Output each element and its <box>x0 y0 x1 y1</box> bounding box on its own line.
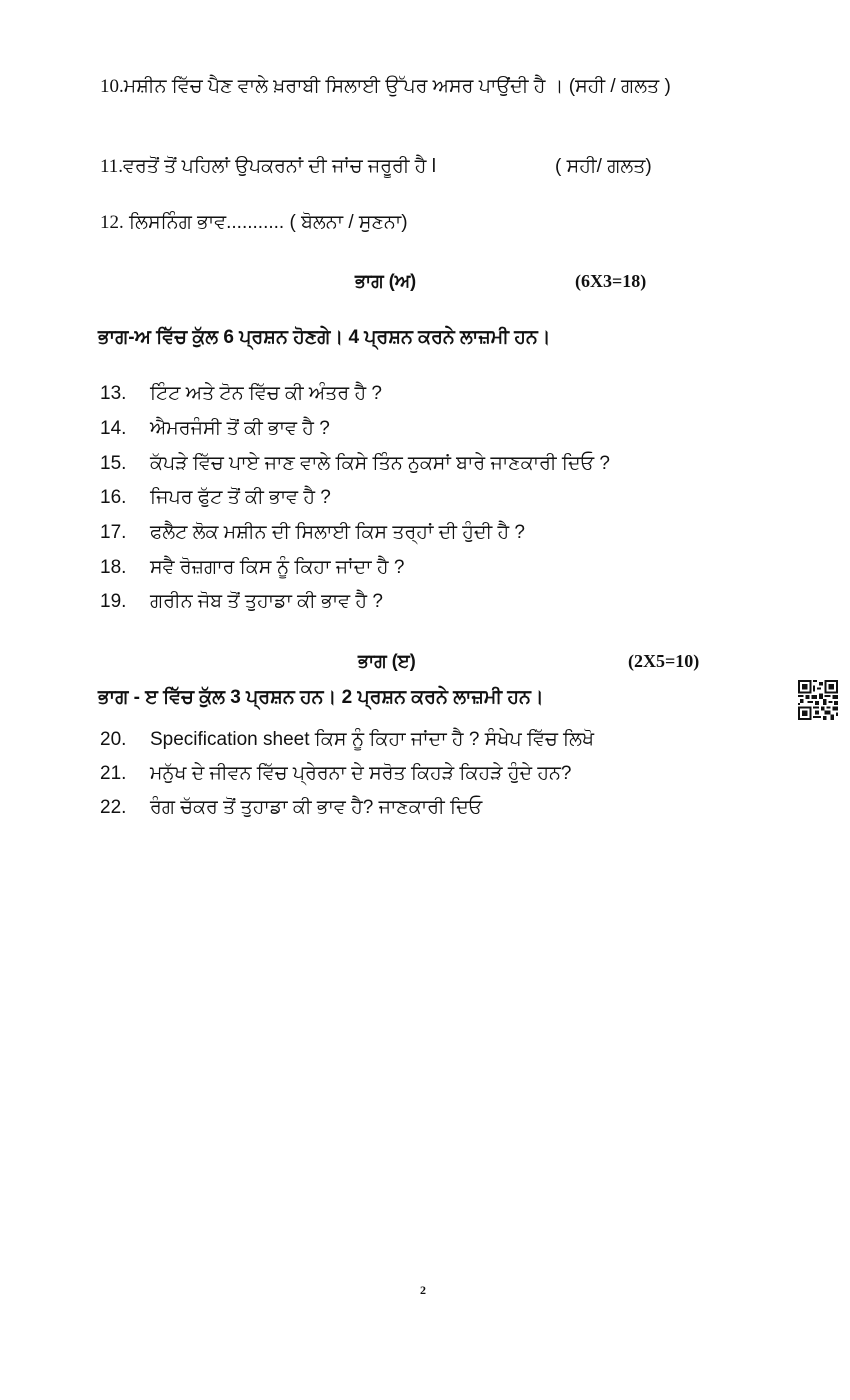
question-number: 10. <box>100 76 124 97</box>
question-14 <box>100 416 330 442</box>
question-text: ਟਿੰਟ ਅਤੇ ਟੋਨ ਵਿੱਚ ਕੀ ਅੰਤਰ ਹੈ ? <box>150 383 382 404</box>
qr-code-icon <box>798 680 838 720</box>
question-13 <box>100 381 382 407</box>
question-11 <box>100 155 436 179</box>
question-text: ਮਸ਼ੀਨ ਵਿੱਚ ਪੈਣ ਵਾਲੇ ਖ਼ਰਾਬੀ ਸਿਲਾਈ ਉੱਪਰ ਅਸਰ ਪਾਉਂਦੀ ਹੈ । (ਸਹੀ / ਗਲਤ ) <box>123 76 671 97</box>
question-16 <box>100 485 331 511</box>
page-number: 2 <box>420 1283 426 1297</box>
question-text: ਰੰਗ ਚੱਕਰ ਤੋਂ ਤੁਹਾਡਾ ਕੀ ਭਾਵ ਹੈ? ਜਾਣਕਾਰੀ ਦਿਓ <box>150 797 483 818</box>
question-21 <box>100 761 571 787</box>
question-text: ਲਿਸਨਿੰਗ ਭਾਵ........... ( ਬੋਲਨਾ / ਸੁਣਨਾ) <box>123 212 408 233</box>
question-number: 13. <box>100 383 127 404</box>
question-22 <box>100 795 482 821</box>
section-e-instruction: ਭਾਗ - ੲ ਵਿੱਚ ਕੁੱਲ 3 ਪ੍ਰਸ਼ਨ ਹਨ। 2 ਪ੍ਰਸ਼ਨ ਕਰਨੇ ਲਾਜ਼ਮੀ ਹਨ। <box>98 687 544 708</box>
question-10 <box>100 75 671 99</box>
question-17 <box>100 520 525 546</box>
question-text: ਗਰੀਨ ਜੋਬ ਤੋਂ ਤੁਹਾਡਾ ਕੀ ਭਾਵ ਹੈ ? <box>150 591 383 612</box>
section-a-instruction: ਭਾਗ-ਅ ਵਿੱਚ ਕੁੱਲ 6 ਪ੍ਰਸ਼ਨ ਹੋਣਗੇ। 4 ਪ੍ਰਸ਼ਨ ਕਰਨੇ ਲਾਜ਼ਮੀ ਹਨ। <box>98 327 551 348</box>
section-e-marks: (2X5=10) <box>628 651 700 671</box>
question-text: ਮਨੁੱਖ ਦੇ ਜੀਵਨ ਵਿੱਚ ਪ੍ਰੇਰਨਾ ਦੇ ਸਰੋਤ ਕਿਹੜੇ ਕਿਹੜੇ ਹੁੰਦੇ ਹਨ? <box>150 763 572 784</box>
question-number: 20. <box>100 729 127 750</box>
question-number: 17. <box>100 522 127 543</box>
question-number: 21. <box>100 763 127 784</box>
question-text: ਵਰਤੋਂ ਤੋਂ ਪਹਿਲਾਂ ਉਪਕਰਨਾਂ ਦੀ ਜਾਂਚ ਜਰੂਰੀ ਹੈ l <box>123 156 436 177</box>
question-number: 11. <box>100 156 124 177</box>
question-number: 16. <box>100 487 127 508</box>
question-number: 15. <box>100 453 127 474</box>
question-text: ਫਲੈਟ ਲੋਕ ਮਸ਼ੀਨ ਦੀ ਸਿਲਾਈ ਕਿਸ ਤਰ੍ਹਾਂ ਦੀ ਹੁੰਦੀ ਹੈ ? <box>150 522 525 543</box>
section-e-title: ਭਾਗ (ੲ) <box>358 651 416 671</box>
question-number: 14. <box>100 418 127 439</box>
question-text: ਜਿਪਰ ਫੁੱਟ ਤੋਂ ਕੀ ਭਾਵ ਹੈ ? <box>150 487 331 508</box>
question-text: Specification sheet ਕਿਸ ਨੂੰ ਕਿਹਾ ਜਾਂਦਾ ਹੈ ? ਸੰਖੇਪ ਵਿੱਚ ਲਿਖੋ <box>150 729 595 750</box>
question-text: ਐਮਰਜੰਸੀ ਤੋਂ ਕੀ ਭਾਵ ਹੈ ? <box>150 418 330 439</box>
question-number: 22. <box>100 797 127 818</box>
section-a-marks: (6X3=18) <box>575 271 647 291</box>
question-number: 18. <box>100 557 127 578</box>
section-a-title: ਭਾਗ (ਅ) <box>355 271 417 291</box>
question-12 <box>100 211 408 235</box>
question-number: 12. <box>100 212 124 233</box>
question-text: ਕੱਪੜੇ ਵਿੱਚ ਪਾਏ ਜਾਣ ਵਾਲੇ ਕਿਸੇ ਤਿੰਨ ਨੁਕਸਾਂ ਬਾਰੇ ਜਾਣਕਾਰੀ ਦਿਓ ? <box>150 453 610 474</box>
question-11-options: ( ਸਹੀ/ ਗਲਤ) <box>555 156 652 177</box>
question-20 <box>100 727 594 753</box>
question-15 <box>100 451 610 477</box>
question-number: 19. <box>100 591 127 612</box>
question-19 <box>100 589 383 615</box>
question-18 <box>100 555 404 581</box>
question-text: ਸਵੈ ਰੋਜ਼ਗਾਰ ਕਿਸ ਨੂੰ ਕਿਹਾ ਜਾਂਦਾ ਹੈ ? <box>150 557 405 578</box>
